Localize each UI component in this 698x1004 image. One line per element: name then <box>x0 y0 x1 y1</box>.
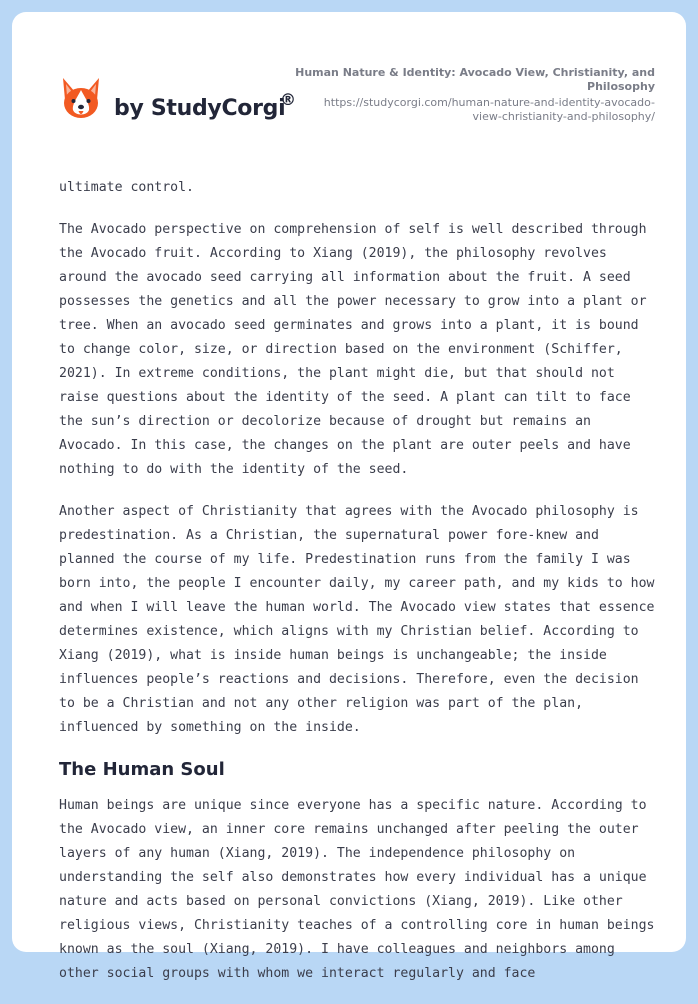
document-page <box>12 12 686 981</box>
paragraph: Human beings are unique since everyone has a specific nature. According to the Avocado view, an inner core remains unchanged after peeling the outer layers of any human (Xiang, 2019). The independence philosophy on understanding the self also demonstrates how every individual has a unique nature and acts based on personal convictions (Xiang, 2019). Like other religious views, Christianity teaches of a controlling core in human beings known as the soul (Xiang, 2019). I have colleagues and neighbors among other social groups with whom we interact regularly and face <box>59 798 655 981</box>
paragraph: Another aspect of Christianity that agrees with the Avocado philosophy is predestination. As a Christian, the supernatural power fore-knew and planned the course of my life. Predestination runs from the family I was born into, the people I encounter daily, my career path, and my kids to how and when I will leave the human world. The Avocado view states that essence determines existence, which aligns with my Christian belief. According to Xiang (2019), what is inside human beings is unchangeable; the inside influences people’s reactions and decisions. Therefore, even the decision to be a Christian and not any other religion was part of the plan, influenced by something on the inside. <box>59 504 655 735</box>
paragraph: ultimate control. <box>59 180 194 195</box>
document-url[interactable]: https://studycorgi.com/human-nature-and-identity-avocado-view-christianity-and-philosophy/ <box>323 96 655 123</box>
registered-mark: ® <box>280 90 296 109</box>
logo-text: by StudyCorgi <box>114 96 286 121</box>
document-title: Human Nature & Identity: Avocado View, Christianity, and Philosophy <box>295 66 655 93</box>
paragraph: The Avocado perspective on comprehension of self is well described through the Avocado fruit. According to Xiang (2019), the philosophy revolves around the avocado seed carrying all information about the fruit. A seed possesses the genetics and all the power necessary to grow into a plant or tree. When an avocado seed germinates and grows into a plant, it is bound to change color, size, or direction based on the environment (Schiffer, 2021). In extreme conditions, the plant might die, but that should not raise questions about the identity of the seed. A plant can tilt to face the sun’s direction or decolorize because of drought but remains an Avocado. In this case, the changes on the plant are outer peels and have nothing to do with the identity of the seed. <box>59 222 647 477</box>
document-meta <box>295 66 655 124</box>
corgi-icon <box>60 76 102 122</box>
document-body <box>59 176 659 1004</box>
section-heading: The Human Soul <box>59 759 225 780</box>
page-header <box>12 12 686 152</box>
